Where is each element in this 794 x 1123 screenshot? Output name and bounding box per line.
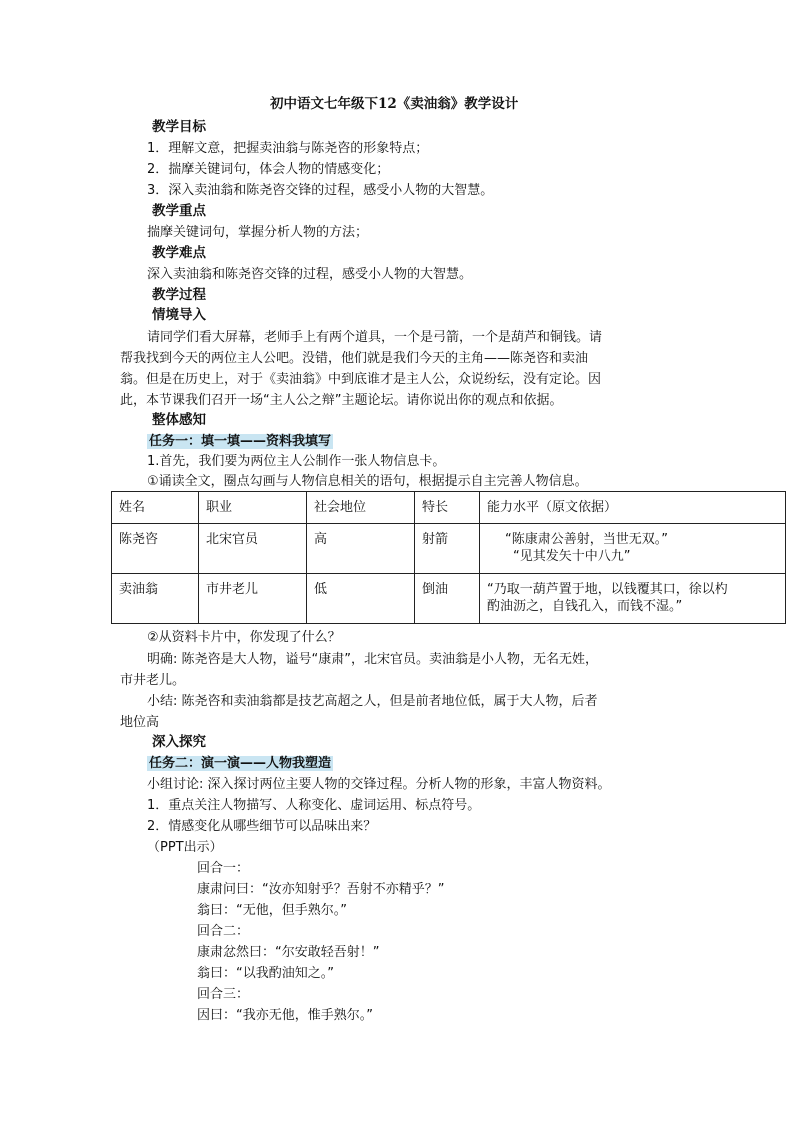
explore-item: 1．重点关注人物描写、人称变化、虚词运用、标点符号。 [147,798,481,813]
goal-item: 1．理解文意，把握卖油翁与陈尧咨的形象特点； [147,141,429,156]
round-line: 康肃忿然曰：“尔安敢轻吾射！” [197,945,380,960]
key-points-heading: 教学重点 [152,203,206,219]
question-2: ②从资料卡片中，你发现了什么？ [147,630,341,645]
table-header-cell: 姓名 [112,492,199,524]
table-header-row [112,492,786,524]
round-line: 回合三： [197,987,250,1002]
table-cell-skill: 倒油 [415,574,480,624]
table-cell-status: 低 [307,574,415,624]
table-cell-status: 高 [307,524,415,574]
discussion-text: 小组讨论: 深入探讨两位主要人物的交锋过程。分析人物的形象，丰富人物资料。 [147,777,611,792]
table-cell-skill: 射箭 [415,524,480,574]
round-line: 翁曰：“无他，但手熟尔。” [197,903,347,918]
evidence-line: “陈康肃公善射，当世无双。” [505,532,668,547]
evidence-line: “乃取一葫芦置于地，以钱覆其口，徐以杓 [487,582,728,597]
round-line: 回合二： [197,924,250,939]
task2-highlight: 任务二：演一演——人物我塑造 [149,756,332,771]
key-points-text: 揣摩关键词句，掌握分析人物的方法； [147,225,369,240]
process-heading: 教学过程 [152,287,206,303]
round-line: 康肃问曰：“汝亦知射乎？吾射不亦精乎？” [197,882,445,897]
explore-item: 2．情感变化从哪些细节可以品味出来？ [147,819,377,834]
intro-line: 请同学们看大屏幕，老师手上有两个道具，一个是弓箭，一个是葫芦和铜钱。请 [147,330,603,345]
evidence-line: 酌油沥之，自钱孔入，而钱不湿。” [487,599,683,614]
difficulties-heading: 教学难点 [152,245,206,261]
goal-item: 3．深入卖油翁和陈尧咨交锋的过程，感受小人物的大智慧。 [147,183,494,198]
table-cell-name: 陈尧咨 [112,524,199,574]
document-title: 初中语文七年级下12《卖油翁》教学设计 [270,96,519,112]
intro-line: 翁。但是在历史上，对于《卖油翁》中到底谁才是主人公，众说纷纭，没有定论。因 [120,372,602,387]
table-header-cell: 特长 [415,492,480,524]
round-line: 因曰：“我亦无他，惟手熟尔。” [197,1008,373,1023]
step1-text: 1.首先，我们要为两位主人公制作一张人物信息卡。 [147,454,446,469]
answer-line: 明确: 陈尧咨是大人物，谥号“康肃”，北宋官员。卖油翁是小人物，无名无姓， [147,652,598,667]
overall-heading: 整体感知 [152,412,206,428]
table-row [112,524,786,574]
table-cell-evidence [480,574,786,624]
summary-line: 小结: 陈尧咨和卖油翁都是技艺高超之人，但是前者地位低，属于大人物，后者 [147,694,598,709]
evidence-line: “见其发矢十中八九” [513,549,631,564]
answer-line: 市井老儿。 [120,673,186,688]
table-header-cell: 职业 [199,492,307,524]
explore-heading: 深入探究 [152,734,206,750]
intro-line: 此，本节课我们召开一场“主人公之辩”主题论坛。请你说出你的观点和依据。 [120,393,563,408]
difficulties-text: 深入卖油翁和陈尧咨交锋的过程，感受小人物的大智慧。 [147,267,473,282]
table-cell-name: 卖油翁 [112,574,199,624]
intro-line: 帮我找到今天的两位主人公吧。没错，他们就是我们今天的主角——陈尧咨和卖油 [120,351,589,366]
step1a-text: ①诵读全文，圈点勾画与人物信息相关的语句，根据提示自主完善人物信息。 [147,474,588,489]
task2-label [147,755,333,772]
goal-item: 2．揣摩关键词句，体会人物的情感变化； [147,162,390,177]
task1-highlight: 任务一：填一填——资料我填写 [149,434,332,449]
intro-heading: 情境导入 [152,307,206,323]
table-row [112,574,786,624]
table-cell-job: 北宋官员 [199,524,307,574]
table-cell-evidence [480,524,786,574]
round-line: 翁曰：“以我酌油知之。” [197,966,334,981]
summary-line: 地位高 [120,715,160,730]
goals-heading: 教学目标 [152,119,206,135]
round-line: 回合一： [197,861,250,876]
character-info-table [111,491,786,624]
table-header-cell: 能力水平（原文依据） [480,492,786,524]
task1-label [147,433,333,450]
ppt-note: （PPT出示） [147,840,223,855]
table-header-cell: 社会地位 [307,492,415,524]
table-cell-job: 市井老儿 [199,574,307,624]
